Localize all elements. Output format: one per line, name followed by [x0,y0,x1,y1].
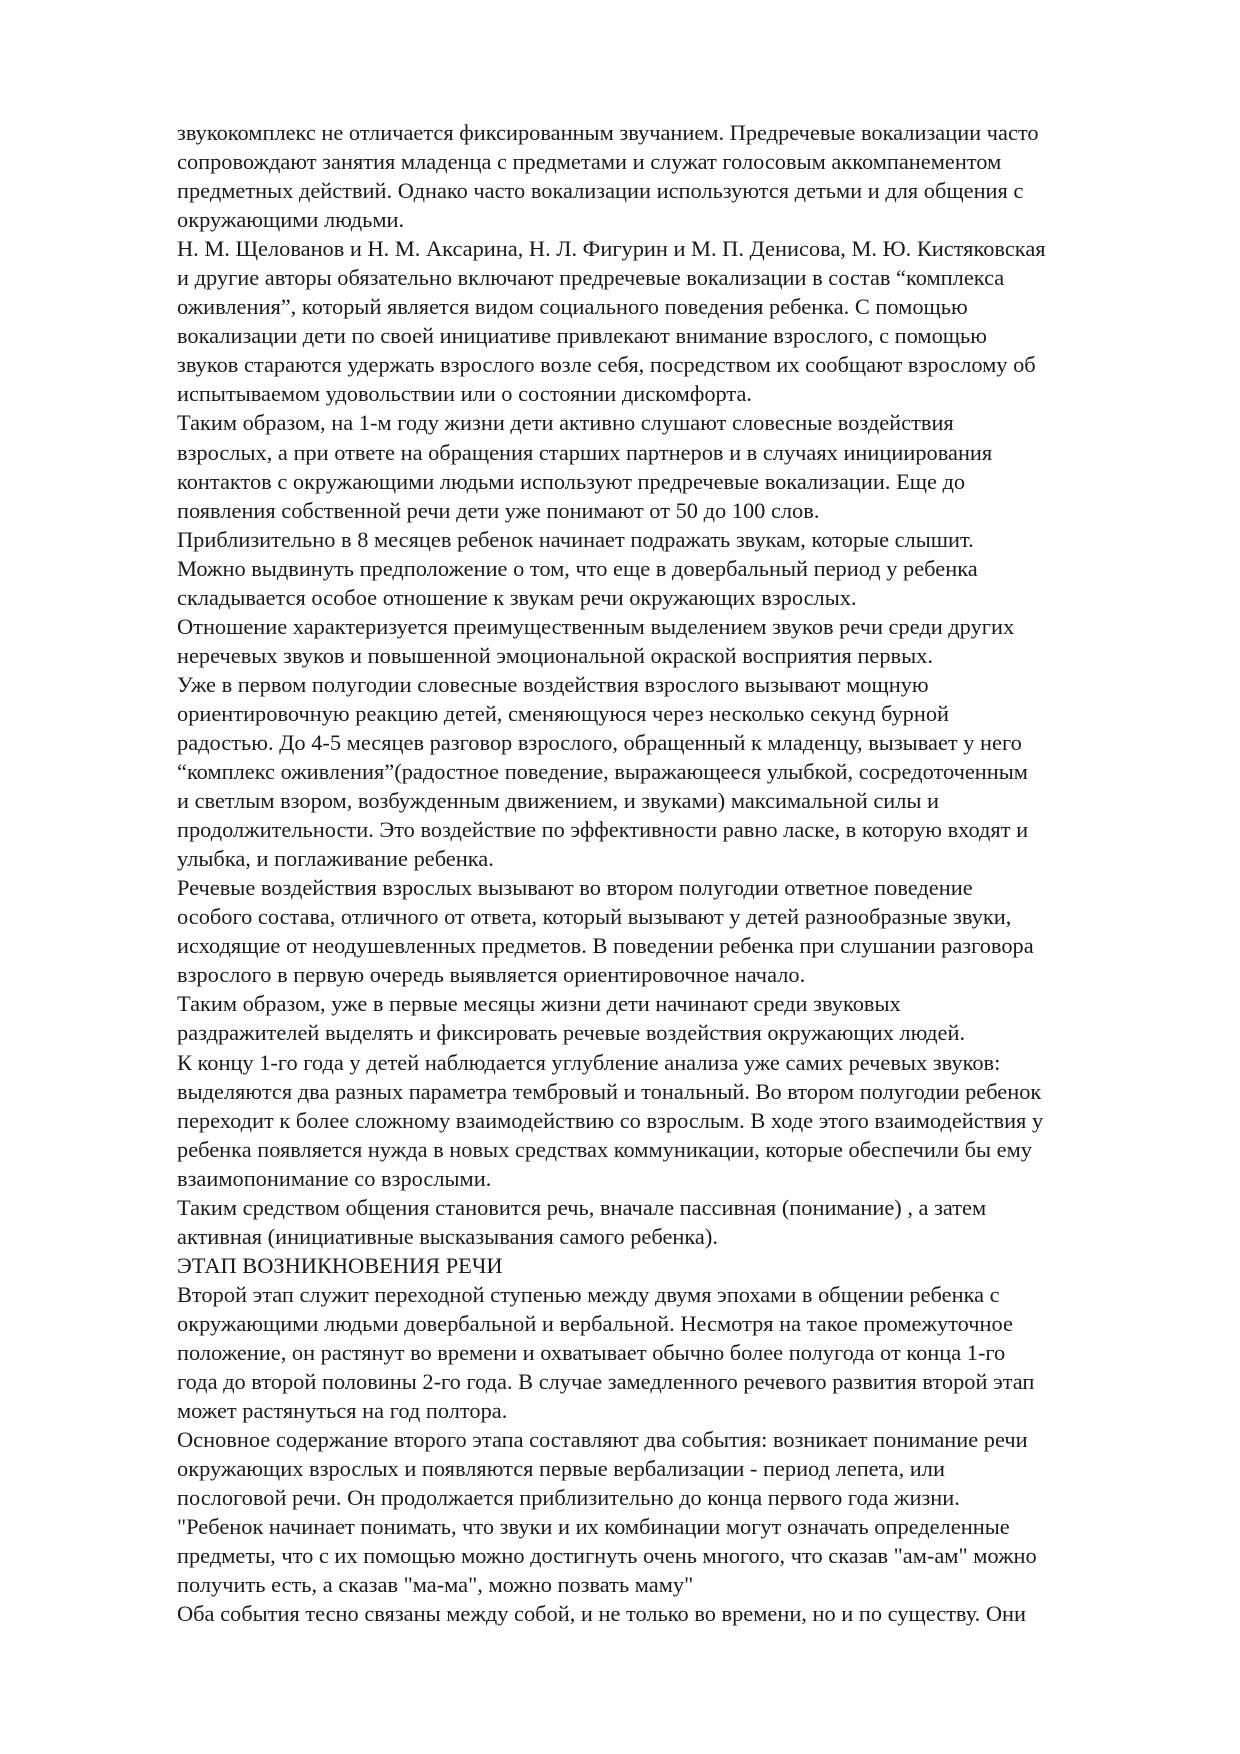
text-line: Оба события тесно связаны между собой, и не только во времени, но и по существу. Они [177,1601,1027,1627]
text-line: Приблизительно в 8 месяцев ребенок начинает подражать звукам, которые слышит. [177,526,974,552]
text-line: звуков стараются удержать взрослого возле себя, посредством их сообщают взрослому об [177,352,1036,378]
text-line: вокализации дети по своей инициативе привлекают внимание взрослого, с помощью [177,323,987,349]
text-line: и другие авторы обязательно включают предречевые вокализации в состав “комплекса [177,265,1005,291]
text-line: окружающих взрослых и появляются первые вербализации - период лепета, или [177,1456,945,1482]
text-line: ребенка появляется нужда в новых средствах коммуникации, которые обеспечили бы ему [177,1136,1032,1162]
text-line: года до второй половины 2-го года. В случае замедленного речевого развития второй этап [177,1369,1035,1395]
text-line: окружающими людьми довербальной и вербальной. Несмотря на такое промежуточное [177,1310,1013,1336]
text-line: "Ребенок начинает понимать, что звуки и их комбинации могут означать определенные [177,1514,1010,1540]
text-line: предметных действий. Однако часто вокализации используются детьми и для общения с [177,178,1024,204]
text-line: окружающими людьми. [177,207,405,233]
text-line: получить есть, а сказав "ма-ма", можно позвать маму" [177,1572,694,1598]
text-line: Таким образом, на 1-м году жизни дети активно слушают словесные воздействия [177,410,954,436]
text-line: К концу 1-го года у детей наблюдается углубление анализа уже самих речевых звуков: [177,1049,1001,1075]
text-line: контактов с окружающими людьми используют предречевые вокализации. Еще до [177,468,966,494]
text-line: Отношение характеризуется преимущественным выделением звуков речи среди других [177,613,1015,639]
text-line: неречевых звуков и повышенной эмоциональной окраской восприятия первых. [177,642,933,668]
text-line: и светлым взором, возбужденным движением, и звуками) максимальной силы и [177,788,940,814]
text-line: Второй этап служит переходной ступенью между двумя эпохами в общении ребенка с [177,1281,1000,1307]
text-line: сопровождают занятия младенца с предметами и служат голосовым аккомпанементом [177,149,1002,175]
text-line: Таким образом, уже в первые месяцы жизни дети начинают среди звуковых [177,991,901,1017]
text-line: улыбка, и поглаживание ребенка. [177,846,494,872]
text-line: “комплекс оживления”(радостное поведение, выражающееся улыбкой, сосредоточенным [177,759,1028,785]
text-line: особого состава, отличного от ответа, который вызывают у детей разнообразные звуки, [177,904,1012,930]
text-line: может растянуться на год полтора. [177,1398,508,1424]
text-line: Речевые воздействия взрослых вызывают во втором полугодии ответное поведение [177,875,973,901]
text-line: Можно выдвинуть предположение о том, что еще в довербальный период у ребенка [177,555,978,581]
text-line: переходит к более сложному взаимодействию со взрослым. В ходе этого взаимодействия у [177,1107,1044,1133]
text-line: продолжительности. Это воздействие по эффективности равно ласке, в которую входят и [177,817,1029,843]
text-line: взрослых, а при ответе на обращения старших партнеров и в случаях инициирования [177,439,993,465]
text-line: оживления”, который является видом социального поведения ребенка. С помощью [177,294,968,320]
text-line: послоговой речи. Он продолжается приблизительно до конца первого года жизни. [177,1485,960,1511]
text-line: Основное содержание второго этапа составляют два события: возникает понимание речи [177,1427,1028,1453]
text-line: ориентировочную реакцию детей, сменяющуюся через несколько секунд бурной [177,700,950,726]
text-line: появления собственной речи дети уже понимают от 50 до 100 слов. [177,497,820,523]
text-line: раздражителей выделять и фиксировать речевые воздействия окружающих людей. [177,1020,966,1046]
text-line: выделяются два разных параметра тембровый и тональный. Во втором полугодии ребенок [177,1078,1042,1104]
text-line: складывается особое отношение к звукам речи окружающих взрослых. [177,584,857,610]
text-line: исходящие от неодушевленных предметов. В поведении ребенка при слушании разговора [177,933,1034,959]
text-line: предметы, что с их помощью можно достигнуть очень многого, что сказав "ам-ам" можно [177,1543,1037,1569]
document-body-text [177,118,1187,1628]
text-line: положение, он растянут во времени и охватывает обычно более полугода от конца 1-го [177,1339,1006,1365]
text-line: испытываемом удовольствии или о состоянии дискомфорта. [177,381,753,407]
text-line: Таким средством общения становится речь, вначале пассивная (понимание) , а затем [177,1194,987,1220]
text-line: взаимопонимание со взрослыми. [177,1165,492,1191]
text-line: Уже в первом полугодии словесные воздействия взрослого вызывают мощную [177,671,929,697]
text-line: ЭТАП ВОЗНИКНОВЕНИЯ РЕЧИ [177,1252,503,1278]
text-line: звукокомплекс не отличается фиксированным звучанием. Предречевые вокализации часто [177,120,1039,145]
text-line: взрослого в первую очередь выявляется ориентировочное начало. [177,962,806,988]
text-line: радостью. До 4-5 месяцев разговор взрослого, обращенный к младенцу, вызывает у него [177,729,1022,755]
text-line: Н. М. Щелованов и Н. М. Аксарина, Н. Л. Фигурин и М. П. Денисова, М. Ю. Кистяковская [177,236,1046,262]
text-line: активная (инициативные высказывания самого ребенка). [177,1223,718,1249]
